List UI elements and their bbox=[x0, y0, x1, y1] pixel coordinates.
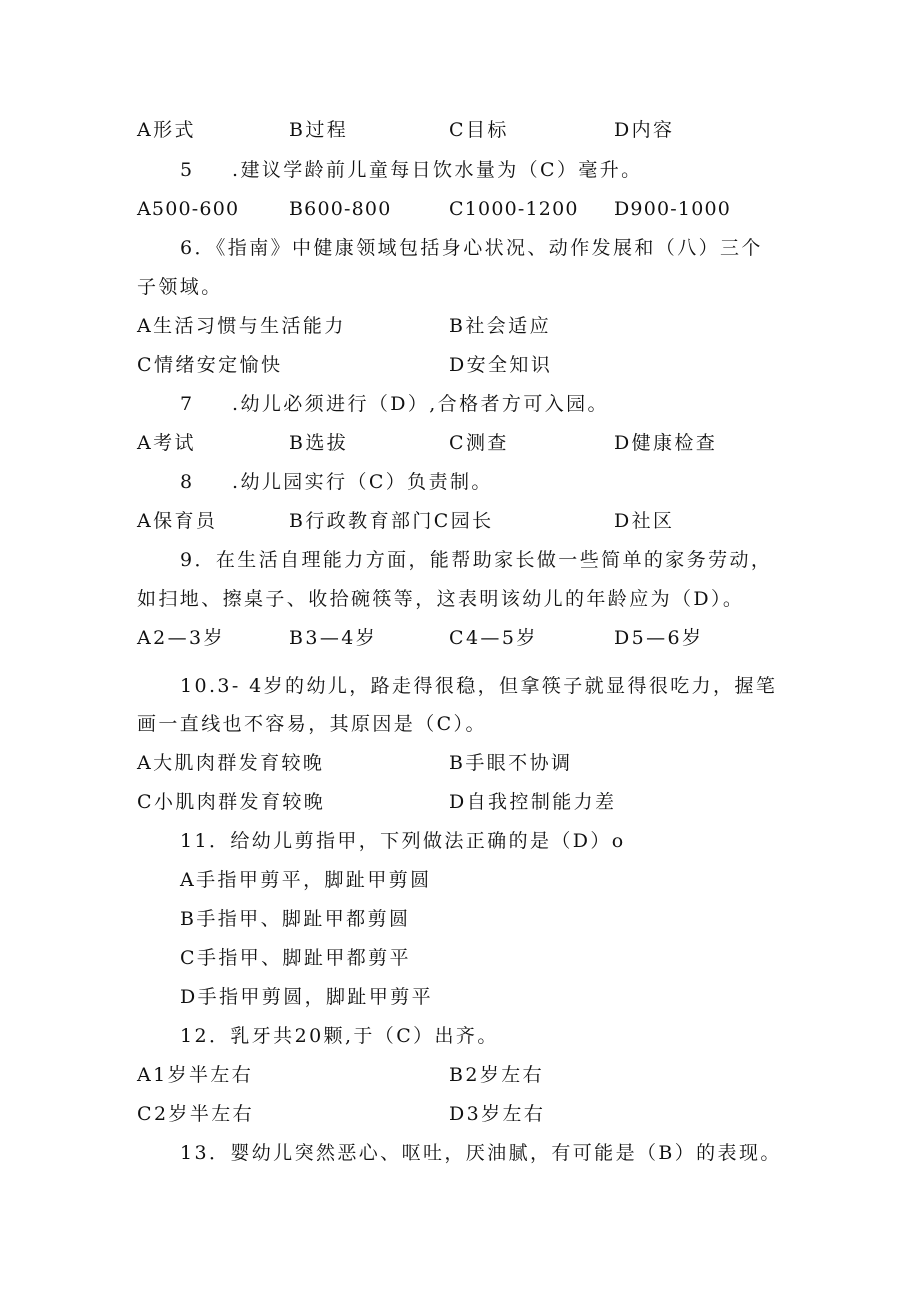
option-c: C2岁半左右 bbox=[137, 1103, 255, 1125]
question-9: 9．在生活自理能力方面，能帮助家长做一些简单的家务劳动， bbox=[180, 549, 773, 571]
option-c: C目标 bbox=[449, 119, 509, 141]
option-c: C4—5岁 bbox=[449, 627, 538, 649]
option-b: B手指甲、脚趾甲都剪圆 bbox=[180, 908, 411, 930]
option-a: A大肌肉群发育较晚 bbox=[137, 752, 325, 774]
option-d: D内容 bbox=[614, 119, 675, 141]
question-11: 11．给幼儿剪指甲，下列做法正确的是（D）o bbox=[180, 830, 626, 852]
option-a: A生活习惯与生活能力 bbox=[137, 315, 346, 337]
option-b: B手眼不协调 bbox=[449, 752, 573, 774]
question-10: 10.3- 4岁的幼儿，路走得很稳，但拿筷子就显得很吃力，握笔 bbox=[180, 675, 778, 697]
question-6-continued: 子领域。 bbox=[137, 276, 223, 298]
question-7 bbox=[180, 391, 880, 417]
option-d: D社区 bbox=[614, 510, 675, 532]
option-d: D900-1000 bbox=[614, 198, 732, 220]
option-a: A考试 bbox=[137, 432, 196, 454]
options-row bbox=[137, 789, 837, 815]
question-5 bbox=[180, 157, 880, 183]
options-row bbox=[137, 625, 837, 651]
question-9-continued: 如扫地、擦桌子、收拾碗筷等，这表明该幼儿的年龄应为（D）。 bbox=[137, 588, 745, 610]
option-b: B2岁左右 bbox=[449, 1064, 545, 1086]
question-10-continued: 画一直线也不容易，其原因是（C）。 bbox=[137, 713, 487, 735]
option-a: A1岁半左右 bbox=[137, 1064, 254, 1086]
option-c: C1000-1200 bbox=[449, 198, 579, 220]
option-c: C测查 bbox=[449, 432, 509, 454]
question-number: 8 bbox=[180, 471, 195, 493]
option-b: B600-800 bbox=[289, 198, 392, 220]
options-row bbox=[137, 117, 837, 143]
question-6: 6．《指南》中健康领域包括身心状况、动作发展和（八）三个 bbox=[180, 237, 763, 259]
options-row bbox=[137, 313, 837, 339]
option-b: B过程 bbox=[289, 119, 349, 141]
question-text: .建议学龄前儿童每日饮水量为（C）毫升。 bbox=[232, 159, 643, 181]
option-d: D3岁左右 bbox=[449, 1103, 546, 1125]
question-13: 13．婴幼儿突然恶心、呕吐，厌油腻，有可能是（B）的表现。 bbox=[180, 1142, 782, 1164]
option-d: D5—6岁 bbox=[614, 627, 704, 649]
option-b: B社会适应 bbox=[449, 315, 551, 337]
option-a: A形式 bbox=[137, 119, 196, 141]
option-d: D自我控制能力差 bbox=[449, 791, 617, 813]
option-c: C手指甲、脚趾甲都剪平 bbox=[180, 947, 411, 969]
options-row bbox=[137, 196, 837, 222]
option-c: C小肌肉群发育较晚 bbox=[137, 791, 326, 813]
option-b: B行政教育部门C园长 bbox=[289, 510, 494, 532]
question-number: 7 bbox=[180, 393, 195, 415]
question-text: .幼儿园实行（C）负责制。 bbox=[232, 471, 493, 493]
options-row bbox=[137, 1101, 837, 1127]
options-row bbox=[137, 508, 837, 534]
options-row bbox=[137, 750, 837, 776]
question-8 bbox=[180, 469, 880, 495]
options-row bbox=[137, 1062, 837, 1088]
option-a: A手指甲剪平，脚趾甲剪圆 bbox=[180, 869, 432, 891]
option-a: A2—3岁 bbox=[137, 627, 225, 649]
option-d: D安全知识 bbox=[449, 354, 553, 376]
question-12: 12．乳牙共20颗,于（C）出齐。 bbox=[180, 1025, 499, 1047]
option-b: B选拔 bbox=[289, 432, 349, 454]
option-c: C情绪安定愉快 bbox=[137, 354, 283, 376]
question-text: .幼儿必须进行（D）,合格者方可入园。 bbox=[232, 393, 609, 415]
option-a: A保育员 bbox=[137, 510, 218, 532]
option-d: D健康检查 bbox=[614, 432, 718, 454]
question-number: 5 bbox=[180, 159, 195, 181]
option-b: B3—4岁 bbox=[289, 627, 378, 649]
options-row bbox=[137, 352, 837, 378]
option-d: D手指甲剪圆，脚趾甲剪平 bbox=[180, 986, 434, 1008]
option-a: A500-600 bbox=[137, 198, 240, 220]
options-row bbox=[137, 430, 837, 456]
